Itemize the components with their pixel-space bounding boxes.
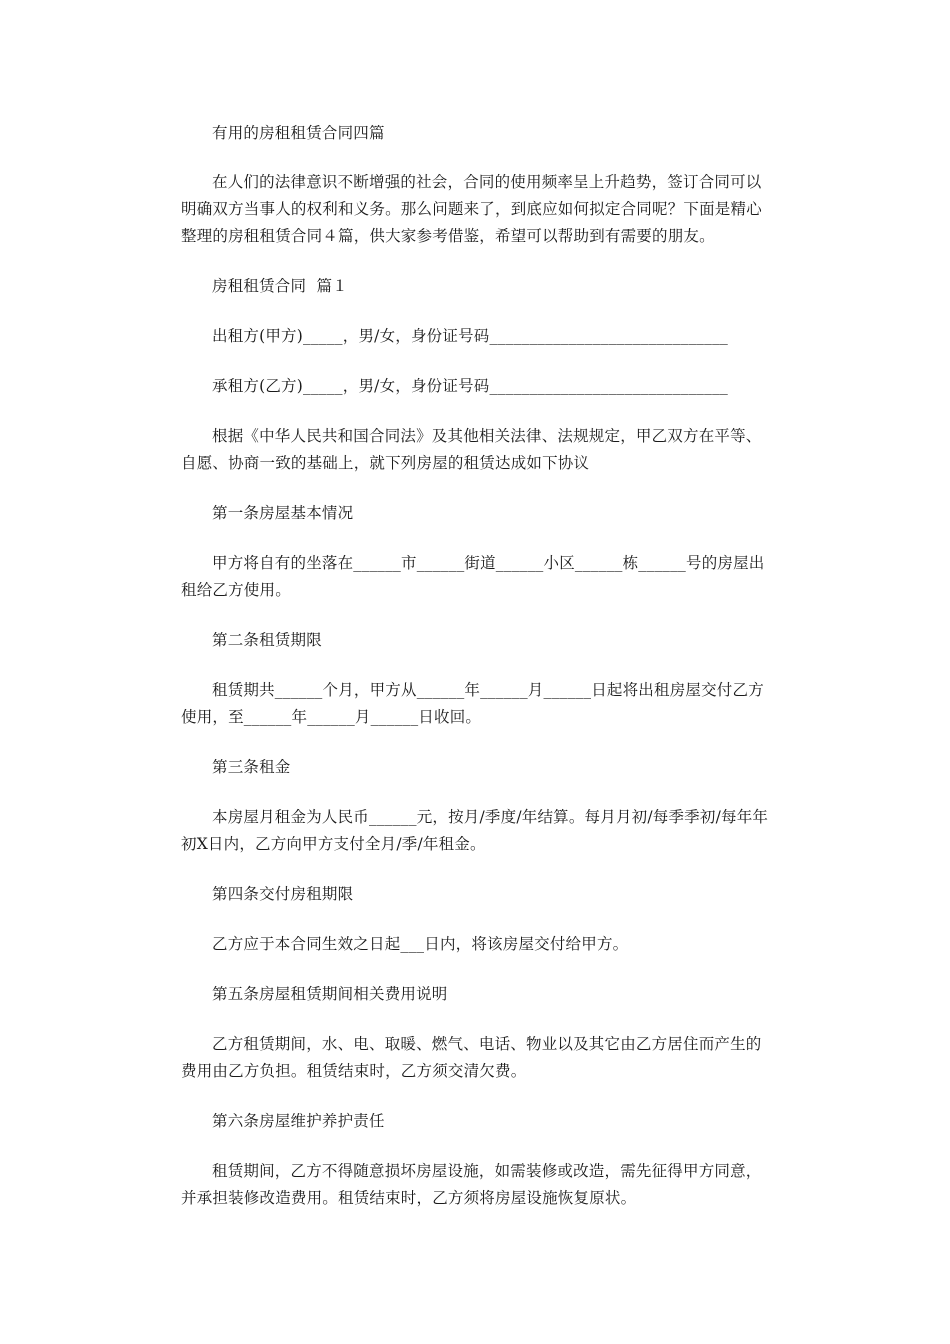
basis-paragraph: 根据《中华人民共和国合同法》及其他相关法律、法规规定，甲乙双方在平等、自愿、协商一致的基础上，就下列房屋的租赁达成如下协议 <box>181 427 762 472</box>
article-3-body: 本房屋月租金为人民币______元，按月/季度/年结算。每月月初/每季季初/每年年初X日内，乙方向甲方支付全月/季/年租金。 <box>181 808 769 853</box>
lessee-line: 承租方(乙方)_____，男/女，身份证号码______________________________ <box>212 377 728 395</box>
article-5-body: 乙方租赁期间，水、电、取暖、燃气、电话、物业以及其它由乙方居住而产生的费用由乙方负担。租赁结束时，乙方须交清欠费。 <box>181 1035 762 1080</box>
document-title: 有用的房租租赁合同四篇 <box>212 124 385 142</box>
intro-paragraph: 在人们的法律意识不断增强的社会，合同的使用频率呈上升趋势，签订合同可以明确双方当事人的权利和义务。那么问题来了，到底应如何拟定合同呢？下面是精心整理的房租租赁合同４篇，供大家参考借鉴，希望可以帮助到有需要的朋友。 <box>181 173 762 245</box>
lessor-line: 出租方(甲方)_____，男/女，身份证号码______________________________ <box>212 327 728 345</box>
article-4-heading: 第四条交付房租期限 <box>212 885 354 903</box>
article-1-heading: 第一条房屋基本情况 <box>212 504 354 522</box>
section-heading: 房租租赁合同 篇１ <box>212 277 348 295</box>
article-6-heading: 第六条房屋维护养护责任 <box>212 1112 385 1130</box>
article-2-body: 租赁期共______个月，甲方从______年______月______日起将出租房屋交付乙方使用，至______年______月______日收回。 <box>181 681 764 726</box>
document-body <box>181 120 771 1235</box>
article-4-body: 乙方应于本合同生效之日起___日内，将该房屋交付给甲方。 <box>212 935 629 953</box>
article-6-body: 租赁期间，乙方不得随意损坏房屋设施，如需装修或改造，需先征得甲方同意，并承担装修改造费用。租赁结束时，乙方须将房屋设施恢复原状。 <box>181 1162 762 1207</box>
article-1-body: 甲方将自有的坐落在______市______街道______小区______栋______号的房屋出租给乙方使用。 <box>181 554 765 599</box>
article-2-heading: 第二条租赁期限 <box>212 631 322 649</box>
article-5-heading: 第五条房屋租赁期间相关费用说明 <box>212 985 448 1003</box>
article-3-heading: 第三条租金 <box>212 758 291 776</box>
